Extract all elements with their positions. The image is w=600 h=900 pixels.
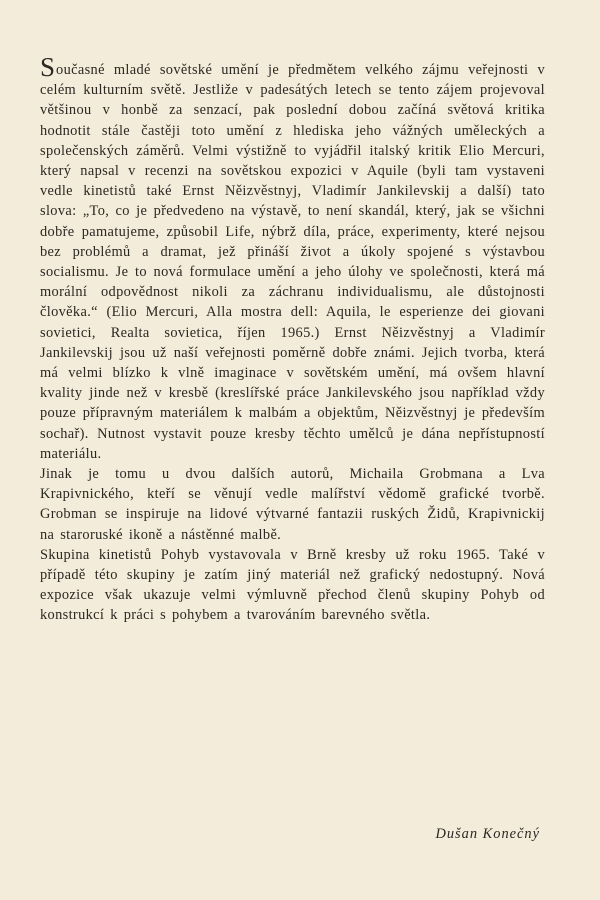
paragraph-1 [40, 52, 545, 464]
article-body [40, 52, 545, 626]
author-signature: Dušan Konečný [435, 826, 540, 842]
paragraph-3: Skupina kinetistů Pohyb vystavovala v Brně kresby už roku 1965. Také v případě této skupiny je zatím jiný materiál než grafický nedostupný. Nová expozice však ukazuje velmi výmluvně přechod členů skupiny Pohyb od konstrukcí k práci s pohybem a tvarováním barevného světla. [40, 546, 545, 624]
paragraph-1-text: oučasné mladé sovětské umění je předmětem velkého zájmu veřejnosti v celém kulturním světě. Jestliže v padesátých letech se tento zájem projevoval většinou v honbě za senzací, pak poslední dobou začíná světová kritika hodnotit stále častěji toto umění z hlediska jeho vážných uměleckých a společenských záměrů. Velmi výstižně to vyjádřil italský kritik Elio Mercuri, který napsal v recenzi na sovětskou expozici v Aquile (byli tam vystaveni vedle kinetistů také Ernst Něizvěstnyj, Vladimír Jankilevskij a další) tato slova: „To, co je předvedeno na výstavě, to není skandál, který, jak se všichni dobře pamatujeme, způsobil Life, nýbrž díla, práce, experimenty, které nejsou bez problémů a dramat, jež přináší život a úkoly spojené s výstavbou socialismu. Je to nová formulace umění a jeho úlohy ve společnosti, která má morální odpovědnost nikoli za záchranu individualismu, ale důstojnosti člověka.“ (Elio Mercuri, Alla mostra dell: Aquila, le esperienze dei giovani sovietici, Realta sovietica, říjen 1965.) Ernst Něizvěstnyj a Vladimír Jankilevskij jsou už naší veřejnosti poměrně dobře známi. Jejich tvorba, která má velmi blízko k vlně imaginace v sovětském umění, má ovšem hlavní kvality jinde než v kresbě (kreslířské práce Jankilevského jsou například vždy pouze přípravným materiálem k malbám a objektům, Něizvěstnyj je především sochař). Nutnost vystavit pouze kresby těchto umělců je dána nepřístupností materiálu. [40, 62, 545, 462]
dropcap-letter: S [40, 52, 56, 82]
paragraph-2: Jinak je tomu u dvou dalších autorů, Michaila Grobmana a Lva Krapivnického, kteří se věnují vedle malířství vědomě grafické tvorbě. Grobman se inspiruje na lidové výtvarné fantazii ruských Židů, Krapivnickij na staroruské ikoně a nástěnné malbě. [40, 466, 545, 543]
